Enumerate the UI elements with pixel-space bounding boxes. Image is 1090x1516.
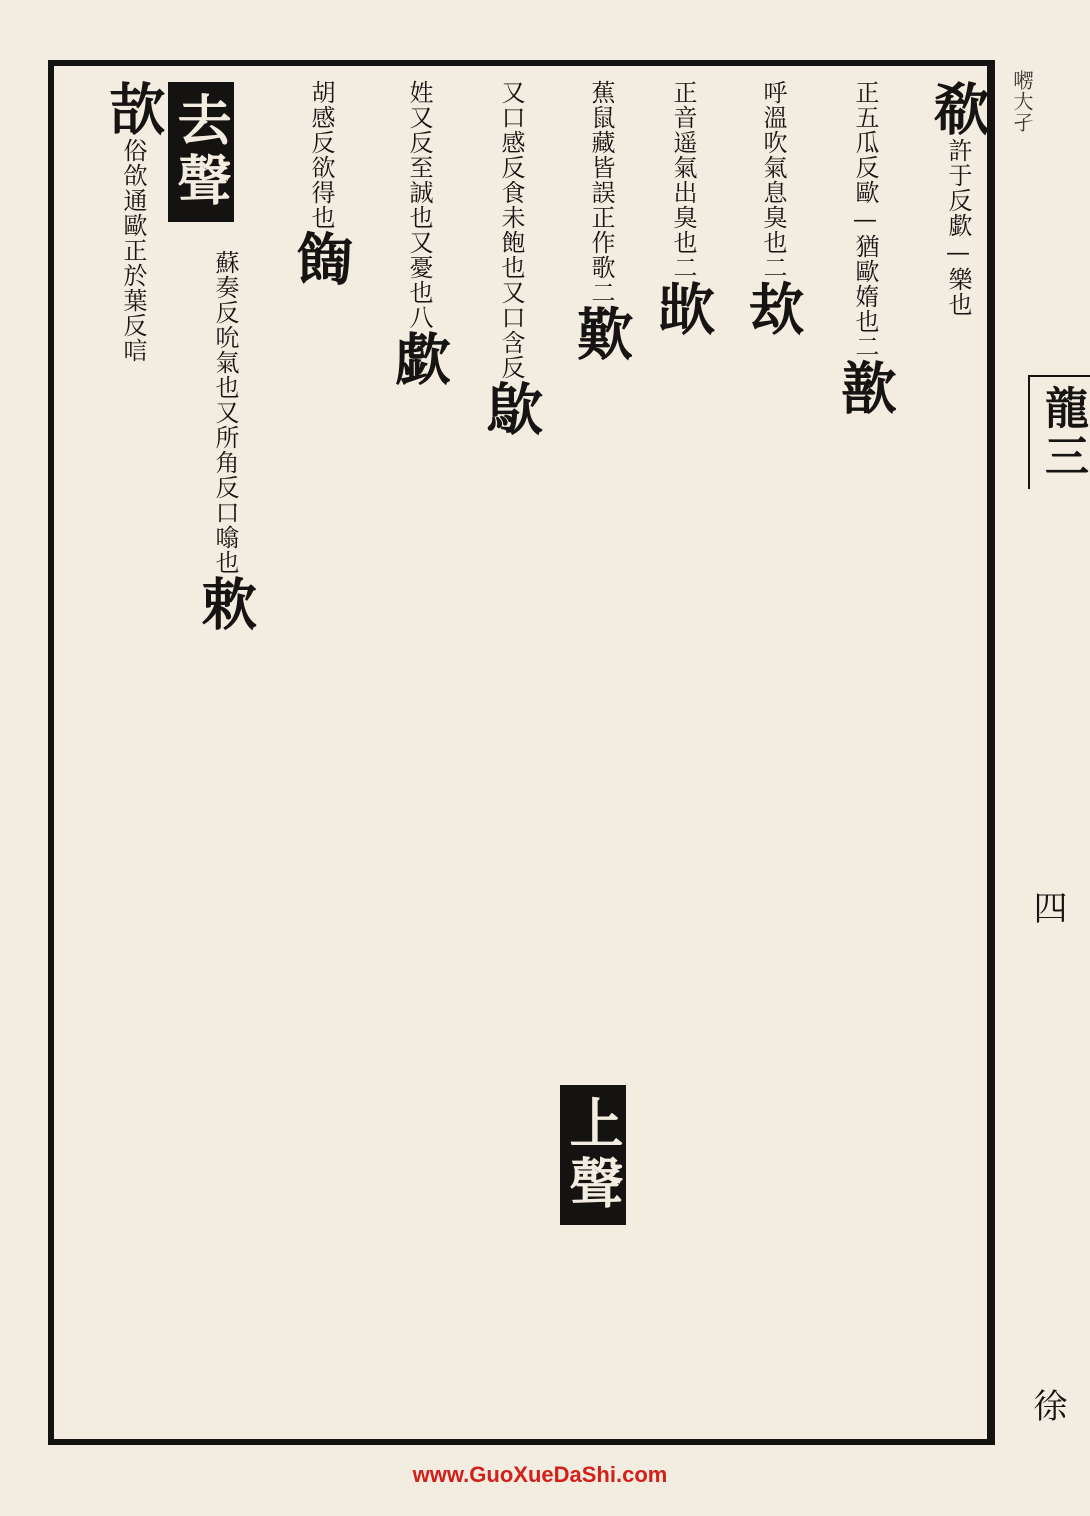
headword: 歚 [832,359,898,417]
headword: 㰦 [740,280,806,338]
folio-mark: 㘄大孑 [1010,70,1034,133]
headword: 歎 [568,305,634,363]
editor-name: 徐 [1027,1388,1067,1422]
entry-column [458,80,544,1435]
inner-left-rule [52,60,54,1445]
gloss: 又口感反食未飽也又口含反 [497,80,525,380]
gloss: 俗欱通歐正於葉反唁 [119,138,147,363]
headword: 欪 [650,280,716,338]
headword: 䭇 [288,230,354,288]
headword: 欷 [925,80,991,138]
entry-column [812,80,898,1435]
entry-column [268,80,354,1435]
page-margin [1000,60,1075,1445]
entry-column [172,250,258,1435]
gloss: 蕉鼠藏皆誤正作歌二 [587,80,615,305]
entry-column [630,80,716,1435]
inner-right-rule [987,60,989,1445]
page-number: 四 [1027,890,1067,924]
headword: 欶 [192,575,258,633]
gloss: 許于反歔—樂也 [944,138,972,317]
gloss: 蘇奏反吮氣也又所角反口噏也 [211,250,239,575]
gloss: 呼溫吹氣息臭也二 [759,80,787,280]
gloss: 正五瓜反歐—猶歐媠也二 [851,80,879,359]
headword: 歍 [478,380,544,438]
gloss: 姓又反至誠也又憂也八 [405,80,433,330]
tone-label-qu: 去聲 [168,82,234,222]
entry-column [366,80,452,1435]
entry-column [905,80,991,1435]
headword: 欯 [100,80,166,138]
tone-label-shang: 上聲 [560,1085,626,1225]
section-title: 龍三 [1028,375,1090,489]
headword: 歔 [386,330,452,388]
entry-column [720,80,806,1435]
gloss: 胡感反欲得也 [307,80,335,230]
entry-column [548,80,634,1080]
gloss: 正音遥氣出臭也二 [669,80,697,280]
entry-column [70,80,166,1435]
watermark-url: www.GuoXueDaShi.com [412,1462,668,1487]
